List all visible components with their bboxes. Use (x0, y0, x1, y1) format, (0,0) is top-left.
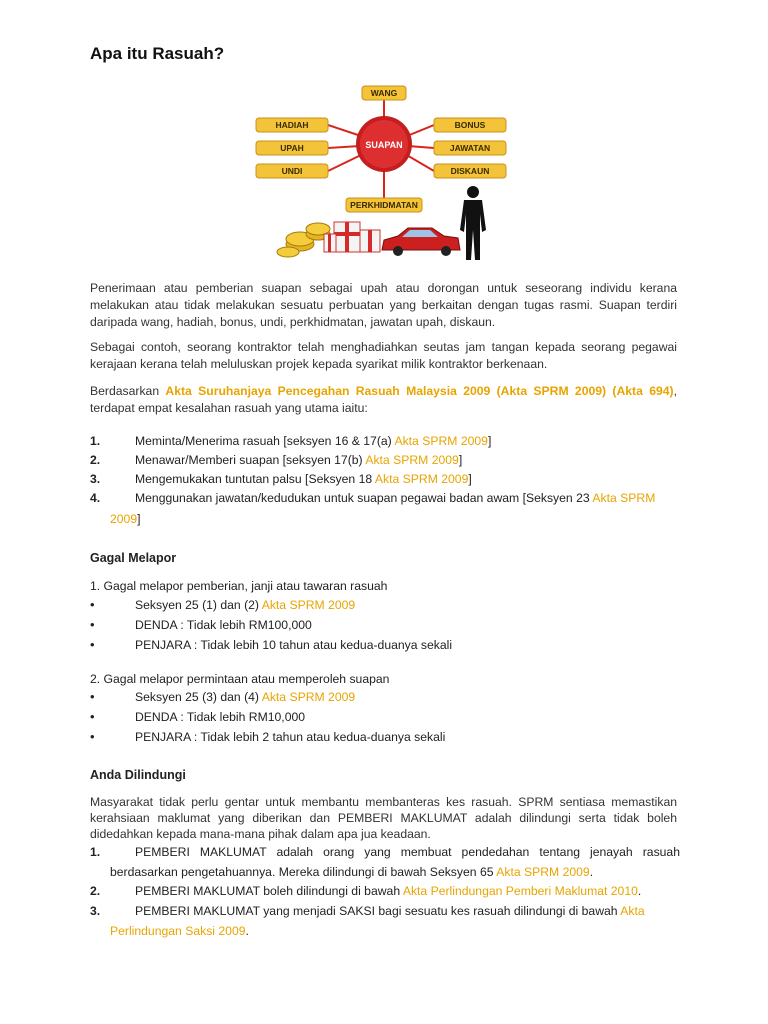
akta-link[interactable]: Akta SPRM (592, 491, 656, 505)
svg-text:PERKHIDMATAN: PERKHIDMATAN (350, 200, 418, 210)
svg-text:DISKAUN: DISKAUN (450, 166, 490, 176)
coins-icon (277, 223, 330, 257)
offence-number: 4. (90, 491, 101, 505)
node-bonus (434, 118, 506, 132)
section-heading-dilindungi: Anda Dilindungi (90, 768, 186, 782)
svg-text:UNDI: UNDI (281, 166, 303, 176)
businessman-icon (460, 186, 486, 260)
svg-text:JAWATAN: JAWATAN (449, 143, 491, 153)
bullet-icon: • (90, 597, 95, 612)
offence-number: 2. (90, 453, 101, 467)
svg-text:HADIAH: HADIAH (275, 120, 309, 130)
akta-link[interactable]: Akta SPRM 2009 (365, 453, 459, 467)
bullet-icon: • (90, 709, 95, 724)
node-perkhidmatan (346, 198, 422, 212)
intro-p3-text: Berdasarkan (90, 384, 166, 398)
suapan-diagram (248, 74, 520, 264)
center-label: SUAPAN (365, 140, 403, 150)
bullet-icon: • (90, 637, 95, 652)
diagram-center (356, 116, 412, 172)
car-icon (382, 228, 460, 256)
akta-link[interactable]: Akta SPRM 2009 (374, 472, 469, 486)
akta-link[interactable]: Akta (620, 904, 645, 918)
intro-paragraph-1: Penerimaan atau pemberian suapan sebagai upah atau dorongan untuk seseorang individu kerana melakukan atau tidak melakukan sesuatu perbuatan yang berkaitan dengan tugas rasmi. Suapan terdiri daripada wang, hadiah, bonus, undi, perkhidmatan, jawatan upah, diskaun. (90, 281, 677, 329)
node-undi (256, 164, 328, 178)
gagal-subheading-1: 1. Gagal melapor pemberian, janji atau tawaran rasuah (90, 579, 388, 593)
intro-p3-tail: , terdapat empat kesalahan rasuah yang utama iaitu: (90, 384, 677, 415)
akta-link[interactable]: Perlindungan Saksi 2009 (110, 924, 246, 938)
offence-number: 1. (90, 434, 101, 448)
gagal-subheading-2: 2. Gagal melapor permintaan atau memperoleh suapan (90, 672, 390, 686)
bullet-icon: • (90, 689, 95, 704)
svg-text:UPAH: UPAH (280, 143, 304, 153)
akta-link[interactable]: Akta SPRM 2009 (496, 865, 590, 879)
intro-paragraph-2: Sebagai contoh, seorang kontraktor telah menghadiahkan seutas jam tangan kepada seorang pegawai kerajaan kerana telah meluluskan projek kepada syarikat milik kontraktor berkenaan. (90, 340, 677, 371)
bullet-icon: • (90, 617, 95, 632)
node-diskaun (434, 164, 506, 178)
node-upah (256, 141, 328, 155)
akta-link[interactable]: 2009 (110, 512, 138, 526)
offence-text: Meminta/Menerima rasuah [seksyen 16 & 17(a) (135, 434, 395, 448)
page-title: Apa itu Rasuah? (90, 44, 225, 63)
akta-link[interactable]: Akta Perlindungan Pemberi Maklumat 2010 (402, 884, 638, 898)
akta-link[interactable]: Akta SPRM 2009 (261, 598, 356, 612)
dilindungi-paragraph: Masyarakat tidak perlu gentar untuk membantu membanteras kes rasuah. SPRM sentiasa memastikan kerahsiaan maklumat yang diberikan dan PEMBERI MAKLUMAT adalah dilindungi serta tidak boleh didedahkan kepada mana-mana pihak dalam apa jua keadaan. (90, 795, 677, 841)
svg-text:WANG: WANG (370, 88, 398, 98)
svg-text:BONUS: BONUS (454, 120, 486, 130)
node-hadiah (256, 118, 328, 132)
gift-boxes-icon (324, 222, 380, 252)
offence-text: Mengemukakan tuntutan palsu [Seksyen 18 (135, 472, 375, 486)
akta-link[interactable]: Akta SPRM 2009 (394, 434, 488, 448)
node-wang (362, 86, 406, 100)
offence-text: Menggunakan jawatan/kedudukan untuk suapan pegawai badan awam [Seksyen 23 (135, 491, 593, 505)
section-heading-gagal: Gagal Melapor (90, 551, 177, 565)
akta-sprm-link[interactable]: Akta Suruhanjaya Pencegahan Rasuah Malaysia 2009 (Akta SPRM 2009) (Akta 694) (165, 384, 674, 398)
intro-paragraph-3 (90, 383, 677, 417)
offence-text: Menawar/Memberi suapan [seksyen 17(b) (135, 453, 366, 467)
offence-number: 3. (90, 472, 101, 486)
document-page: Apa itu Rasuah? SUAPAN WANG HADIAH UPAH UNDI BONUS JAWATAN DISKAUN PERKHIDMATAN Penerimaan atau pemberian suapan sebagai upah atau dorongan untuk seseorang individu kerana melakukan atau tidak melakukan sesuatu perbuatan yang berkaitan dengan tugas rasmi. Suapan terdiri daripada wang, hadiah, bonus, undi, perkhidmatan, jawatan upah, diskaun. Sebagai contoh, seorang kontraktor telah menghadiahkan seutas jam tangan kepada seorang pegawai kerajaan kerana telah meluluskan projek kepada syarikat milik kontraktor berkenaan. Berdasarkan Akta Suruhanjaya Pencegahan Rasuah Malaysia 2009 (Akta SPRM 2009) (Akta 694), terdapat empat kesalahan rasuah yang utama iaitu: 1. Meminta/Menerima rasuah [seksyen 16 & 17(a) Akta SPRM 2009] 2. Menawar/Memberi suapan [seksyen 17(b) Akta SPRM 2009] 3. Mengemukakan tuntutan palsu [Seksyen 18 Akta SPRM 2009] 4. Menggunakan jawatan/kedudukan untuk suapan pegawai badan awam [Seksyen 23 Akta SPRM 2009] Gagal Melapor 1. Gagal melapor pemberian, janji atau tawaran rasuah • Seksyen 25 (1) dan (2) Akta SPRM 2009 • DENDA : Tidak lebih RM100,000 • PENJARA : Tidak lebih 10 tahun atau kedua-duanya sekali 2. Gagal melapor permintaan atau memperoleh suapan • Seksyen 25 (3) dan (4) Akta SPRM 2009 • DENDA : Tidak lebih RM10,000 • PENJARA : Tidak lebih 2 tahun atau kedua-duanya sekali Anda Dilindungi Masyarakat tidak perlu gentar untuk membantu membanteras kes rasuah. SPRM sentiasa memastikan kerahsiaan maklumat yang diberikan dan PEMBERI MAKLUMAT adalah dilindungi serta tidak boleh didedahkan kepada mana-mana pihak dalam apa jua keadaan. 1. PEMBERI MAKLUMAT adalah orang yang membuat pendedahan tentang jenayah rasuah berdasarkan pengetahuannya. Mereka dilindungi di bawah Seksyen 65 Akta SPRM 2009. 2. PEMBERI MAKLUMAT boleh dilindungi di bawah Akta Perlindungan Pemberi Maklumat 2010. 3. PEMBERI MAKLUMAT yang menjadi SAKSI bagi sesuatu kes rasuah dilindungi di bawah Akta Perlindungan Saksi 2009. (90, 44, 680, 938)
bullet-icon: • (90, 729, 95, 744)
node-jawatan (434, 141, 506, 155)
akta-link[interactable]: Akta SPRM 2009 (261, 690, 356, 704)
